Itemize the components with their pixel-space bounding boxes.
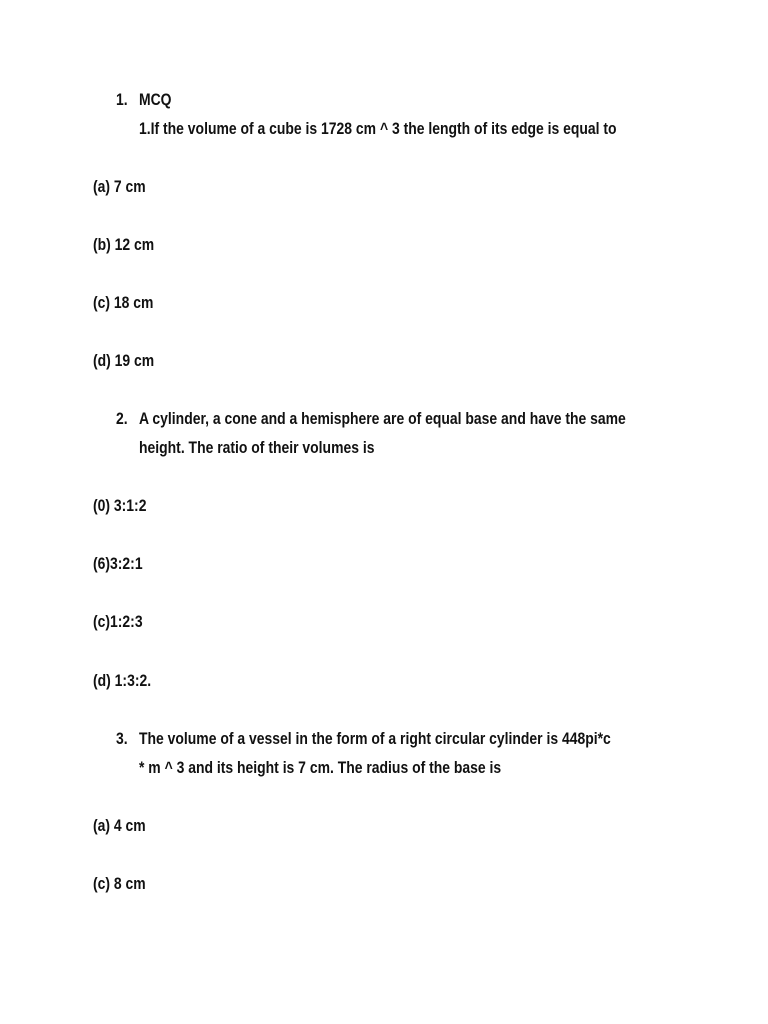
q2-question-line2: height. The ratio of their volumes is bbox=[139, 438, 375, 457]
q3-option-a: (a) 4 cm bbox=[93, 816, 146, 835]
q1-number: 1. bbox=[116, 90, 128, 109]
q1-option-d: (d) 19 cm bbox=[93, 351, 155, 370]
q1-option-b: (b) 12 cm bbox=[93, 235, 155, 254]
q2-number: 2. bbox=[116, 409, 128, 428]
q1-option-c: (c) 18 cm bbox=[93, 293, 154, 312]
q2-option-b: (6)3:2:1 bbox=[93, 554, 143, 573]
q3-question-line1: The volume of a vessel in the form of a right circular cylinder is 448pi*c bbox=[139, 729, 611, 748]
q3-number: 3. bbox=[116, 729, 128, 748]
q1-question: 1.If the volume of a cube is 1728 cm ^ 3 the length of its edge is equal to bbox=[139, 119, 617, 138]
q1-heading: MCQ bbox=[139, 90, 172, 109]
q1-option-a: (a) 7 cm bbox=[93, 177, 146, 196]
q3-question-line2: * m ^ 3 and its height is 7 cm. The radius of the base is bbox=[139, 758, 502, 777]
q2-option-a: (0) 3:1:2 bbox=[93, 496, 147, 515]
q2-option-c: (c)1:2:3 bbox=[93, 612, 143, 631]
q3-option-c: (c) 8 cm bbox=[93, 874, 146, 893]
q2-option-d: (d) 1:3:2. bbox=[93, 671, 152, 690]
q2-question-line1: A cylinder, a cone and a hemisphere are of equal base and have the same bbox=[139, 409, 626, 428]
